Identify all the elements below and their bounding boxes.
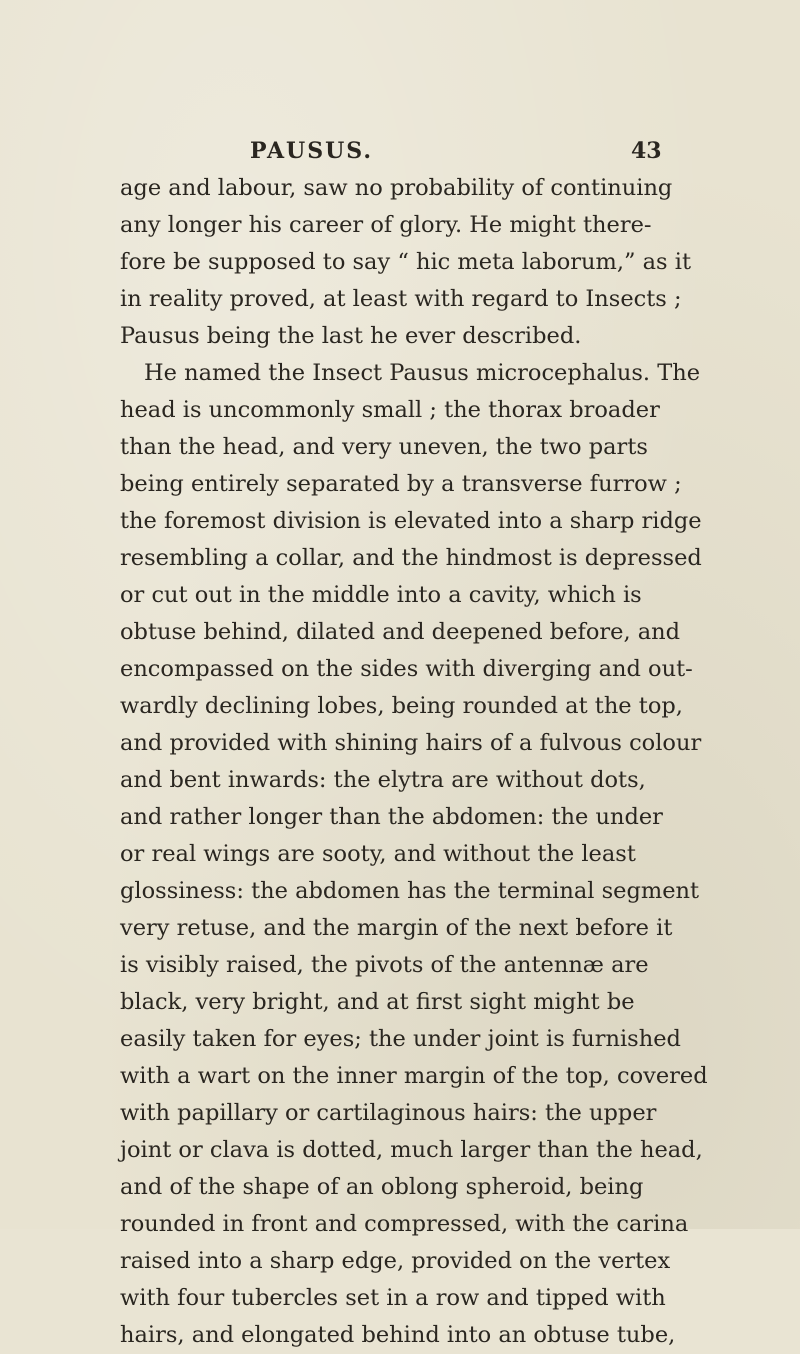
text-line: joint or clava is dotted, much larger than the head, <box>120 1137 703 1163</box>
text-line: rounded in front and compressed, with the carina <box>120 1211 689 1237</box>
text-line: in reality proved, at least with regard to Insects ; <box>120 286 682 312</box>
text-line: and rather longer than the abdomen: the under <box>120 804 663 830</box>
text-line: obtuse behind, dilated and deepened before, and <box>120 619 681 645</box>
text-line: and provided with shining hairs of a fulvous colour <box>120 730 702 756</box>
text-line: the foremost division is elevated into a sharp ridge <box>120 508 702 534</box>
text-line: very retuse, and the margin of the next before it <box>120 915 673 941</box>
text-line: is visibly raised, the pivots of the antennæ are <box>120 952 649 978</box>
text-line: fore be supposed to say “ hic meta laborum,” as it <box>120 249 691 275</box>
text-line: head is uncommonly small ; the thorax broader <box>120 397 660 423</box>
page-number: 43 <box>631 138 662 164</box>
text-line: being entirely separated by a transverse furrow ; <box>120 471 682 497</box>
text-line: than the head, and very uneven, the two parts <box>120 434 648 460</box>
text-line: raised into a sharp edge, provided on the vertex <box>120 1248 671 1274</box>
text-line: encompassed on the sides with diverging and out- <box>120 656 693 682</box>
text-line: or cut out in the middle into a cavity, which is <box>120 582 642 608</box>
text-line: with four tubercles set in a row and tipped with <box>120 1285 666 1311</box>
text-line: Pausus being the last he ever described. <box>120 323 582 349</box>
text-line: and of the shape of an oblong spheroid, being <box>120 1174 644 1200</box>
text-line: age and labour, saw no probability of continuing <box>120 175 673 201</box>
running-title: PAUSUS. <box>250 138 374 164</box>
text-line: black, very bright, and at first sight might be <box>120 989 635 1015</box>
text-line: wardly declining lobes, being rounded at the top, <box>120 693 683 719</box>
text-line: hairs, and elongated behind into an obtuse tube, <box>120 1322 676 1348</box>
body-text <box>120 170 780 1354</box>
text-line: any longer his career of glory. He might there- <box>120 212 652 238</box>
text-line: resembling a collar, and the hindmost is depressed <box>120 545 702 571</box>
text-line: easily taken for eyes; the under joint is furnished <box>120 1026 681 1052</box>
text-line: glossiness: the abdomen has the terminal segment <box>120 878 700 904</box>
text-line: or real wings are sooty, and without the least <box>120 841 636 867</box>
text-line: He named the Insect Pausus microcephalus. The <box>144 360 701 386</box>
text-line: with papillary or cartilaginous hairs: the upper <box>120 1100 657 1126</box>
text-line: with a wart on the inner margin of the top, covered <box>120 1063 708 1089</box>
text-line: and bent inwards: the elytra are without dots, <box>120 767 646 793</box>
